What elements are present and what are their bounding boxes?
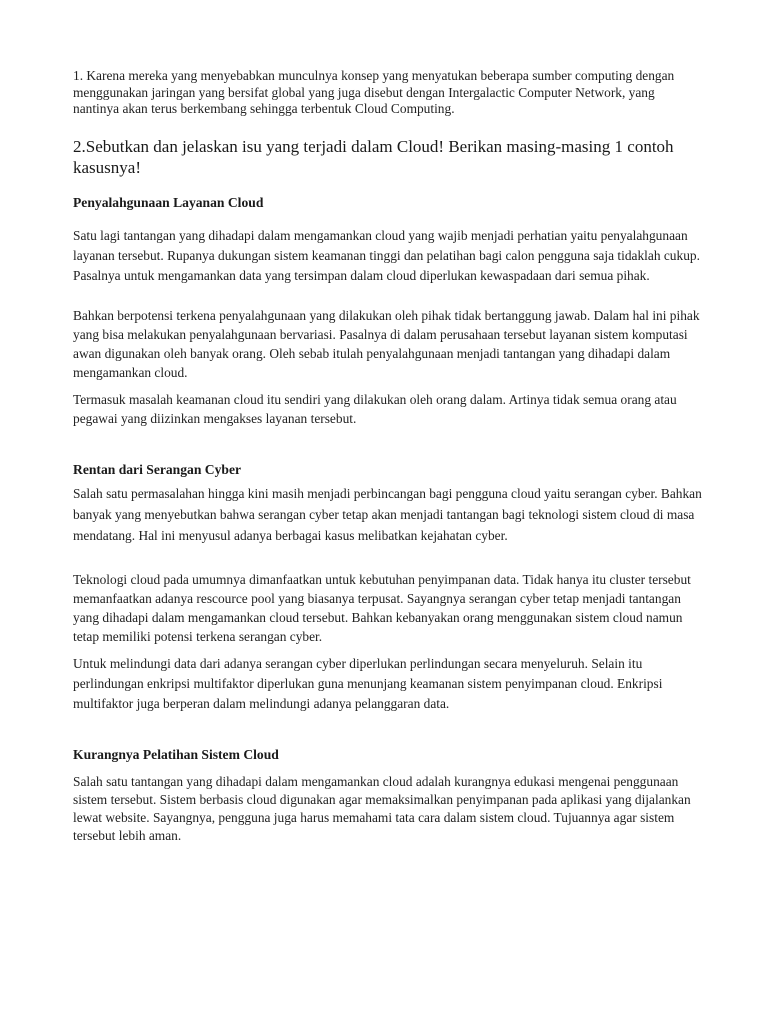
section-heading-pelatihan: Kurangnya Pelatihan Sistem Cloud xyxy=(73,746,279,762)
intro-paragraph: 1. Karena mereka yang menyebabkan munculnya konsep yang menyatukan beberapa sumber computing dengan menggunakan jaringan yang bersifat global yang juga disebut dengan Intergalactic Computer Network, yang nantinya akan terus berkembang sehingga terbentuk Cloud Computing. xyxy=(73,68,675,116)
section-heading-penyalahgunaan: Penyalahgunaan Layanan Cloud xyxy=(73,194,264,210)
section-1-paragraph-3: Termasuk masalah keamanan cloud itu sendiri yang dilakukan oleh orang dalam. Artinya tidak semua orang atau pegawai yang diizinkan mengakses layanan tersebut. xyxy=(73,391,677,426)
section-2-paragraph-3: Untuk melindungi data dari adanya serangan cyber diperlukan perlindungan secara menyeluruh. Selain itu perlindungan enkripsi multifaktor diperlukan guna menunjang keamanan sistem penyimpanan cloud. Enkripsi multifaktor juga berperan dalam melindungi adanya pelanggaran data. xyxy=(73,656,663,711)
section-1-paragraph-1: Satu lagi tantangan yang dihadapi dalam mengamankan cloud yang wajib menjadi perhatian yaitu penyalahgunaan layanan tersebut. Rupanya dukungan sistem keamanan tinggi dan pelatihan bagi calon pengguna saja tidaklah cukup. Pasalnya untuk mengamankan data yang tersimpan dalam cloud diperlukan kewaspadaan dari semua pihak. xyxy=(73,227,700,283)
section-3-paragraph-1: Salah satu tantangan yang dihadapi dalam mengamankan cloud adalah kurangnya edukasi mengenai penggunaan sistem tersebut. Sistem berbasis cloud digunakan agar memaksimalkan penyimpanan pada aplikasi yang dijalankan lewat website. Sayangnya, pengguna juga harus memahami tata cara dalam sistem cloud. Tujuannya agar sistem tersebut lebih aman. xyxy=(73,773,691,844)
section-2-paragraph-1: Salah satu permasalahan hingga kini masih menjadi perbincangan bagi pengguna cloud yaitu serangan cyber. Bahkan banyak yang menyebutkan bahwa serangan cyber tetap akan menjadi tantangan bagi teknologi sistem cloud di masa mendatang. Hal ini menyusul adanya berbagai kasus melibatkan kejahatan cyber. xyxy=(73,485,702,543)
section-1-paragraph-2: Bahkan berpotensi terkena penyalahgunaan yang dilakukan oleh pihak tidak bertanggung jawab. Dalam hal ini pihak yang bisa melakukan penyalahgunaan bervariasi. Pasalnya di dalam perusahaan tersebut layanan sistem komputasi awan digunakan oleh banyak orang. Oleh sebab itulah penyalahgunaan menjadi tantangan yang dihadapi dalam mengamankan cloud. xyxy=(73,307,700,380)
question-heading: 2.Sebutkan dan jelaskan isu yang terjadi dalam Cloud! Berikan masing-masing 1 contoh kasusnya! xyxy=(73,136,674,177)
section-2-paragraph-2: Teknologi cloud pada umumnya dimanfaatkan untuk kebutuhan penyimpanan data. Tidak hanya itu cluster tersebut memanfaatkan adanya rescource pool yang biasanya terpusat. Sayangnya serangan cyber tetap menjadi tantangan yang dihadapi dalam mengamankan cloud tersebut. Bahkan kebanyakan orang menggunakan sistem cloud namun tetap memiliki potensi terkena serangan cyber. xyxy=(73,571,691,645)
section-heading-serangan-cyber: Rentan dari Serangan Cyber xyxy=(73,461,242,477)
document-page xyxy=(73,68,703,846)
